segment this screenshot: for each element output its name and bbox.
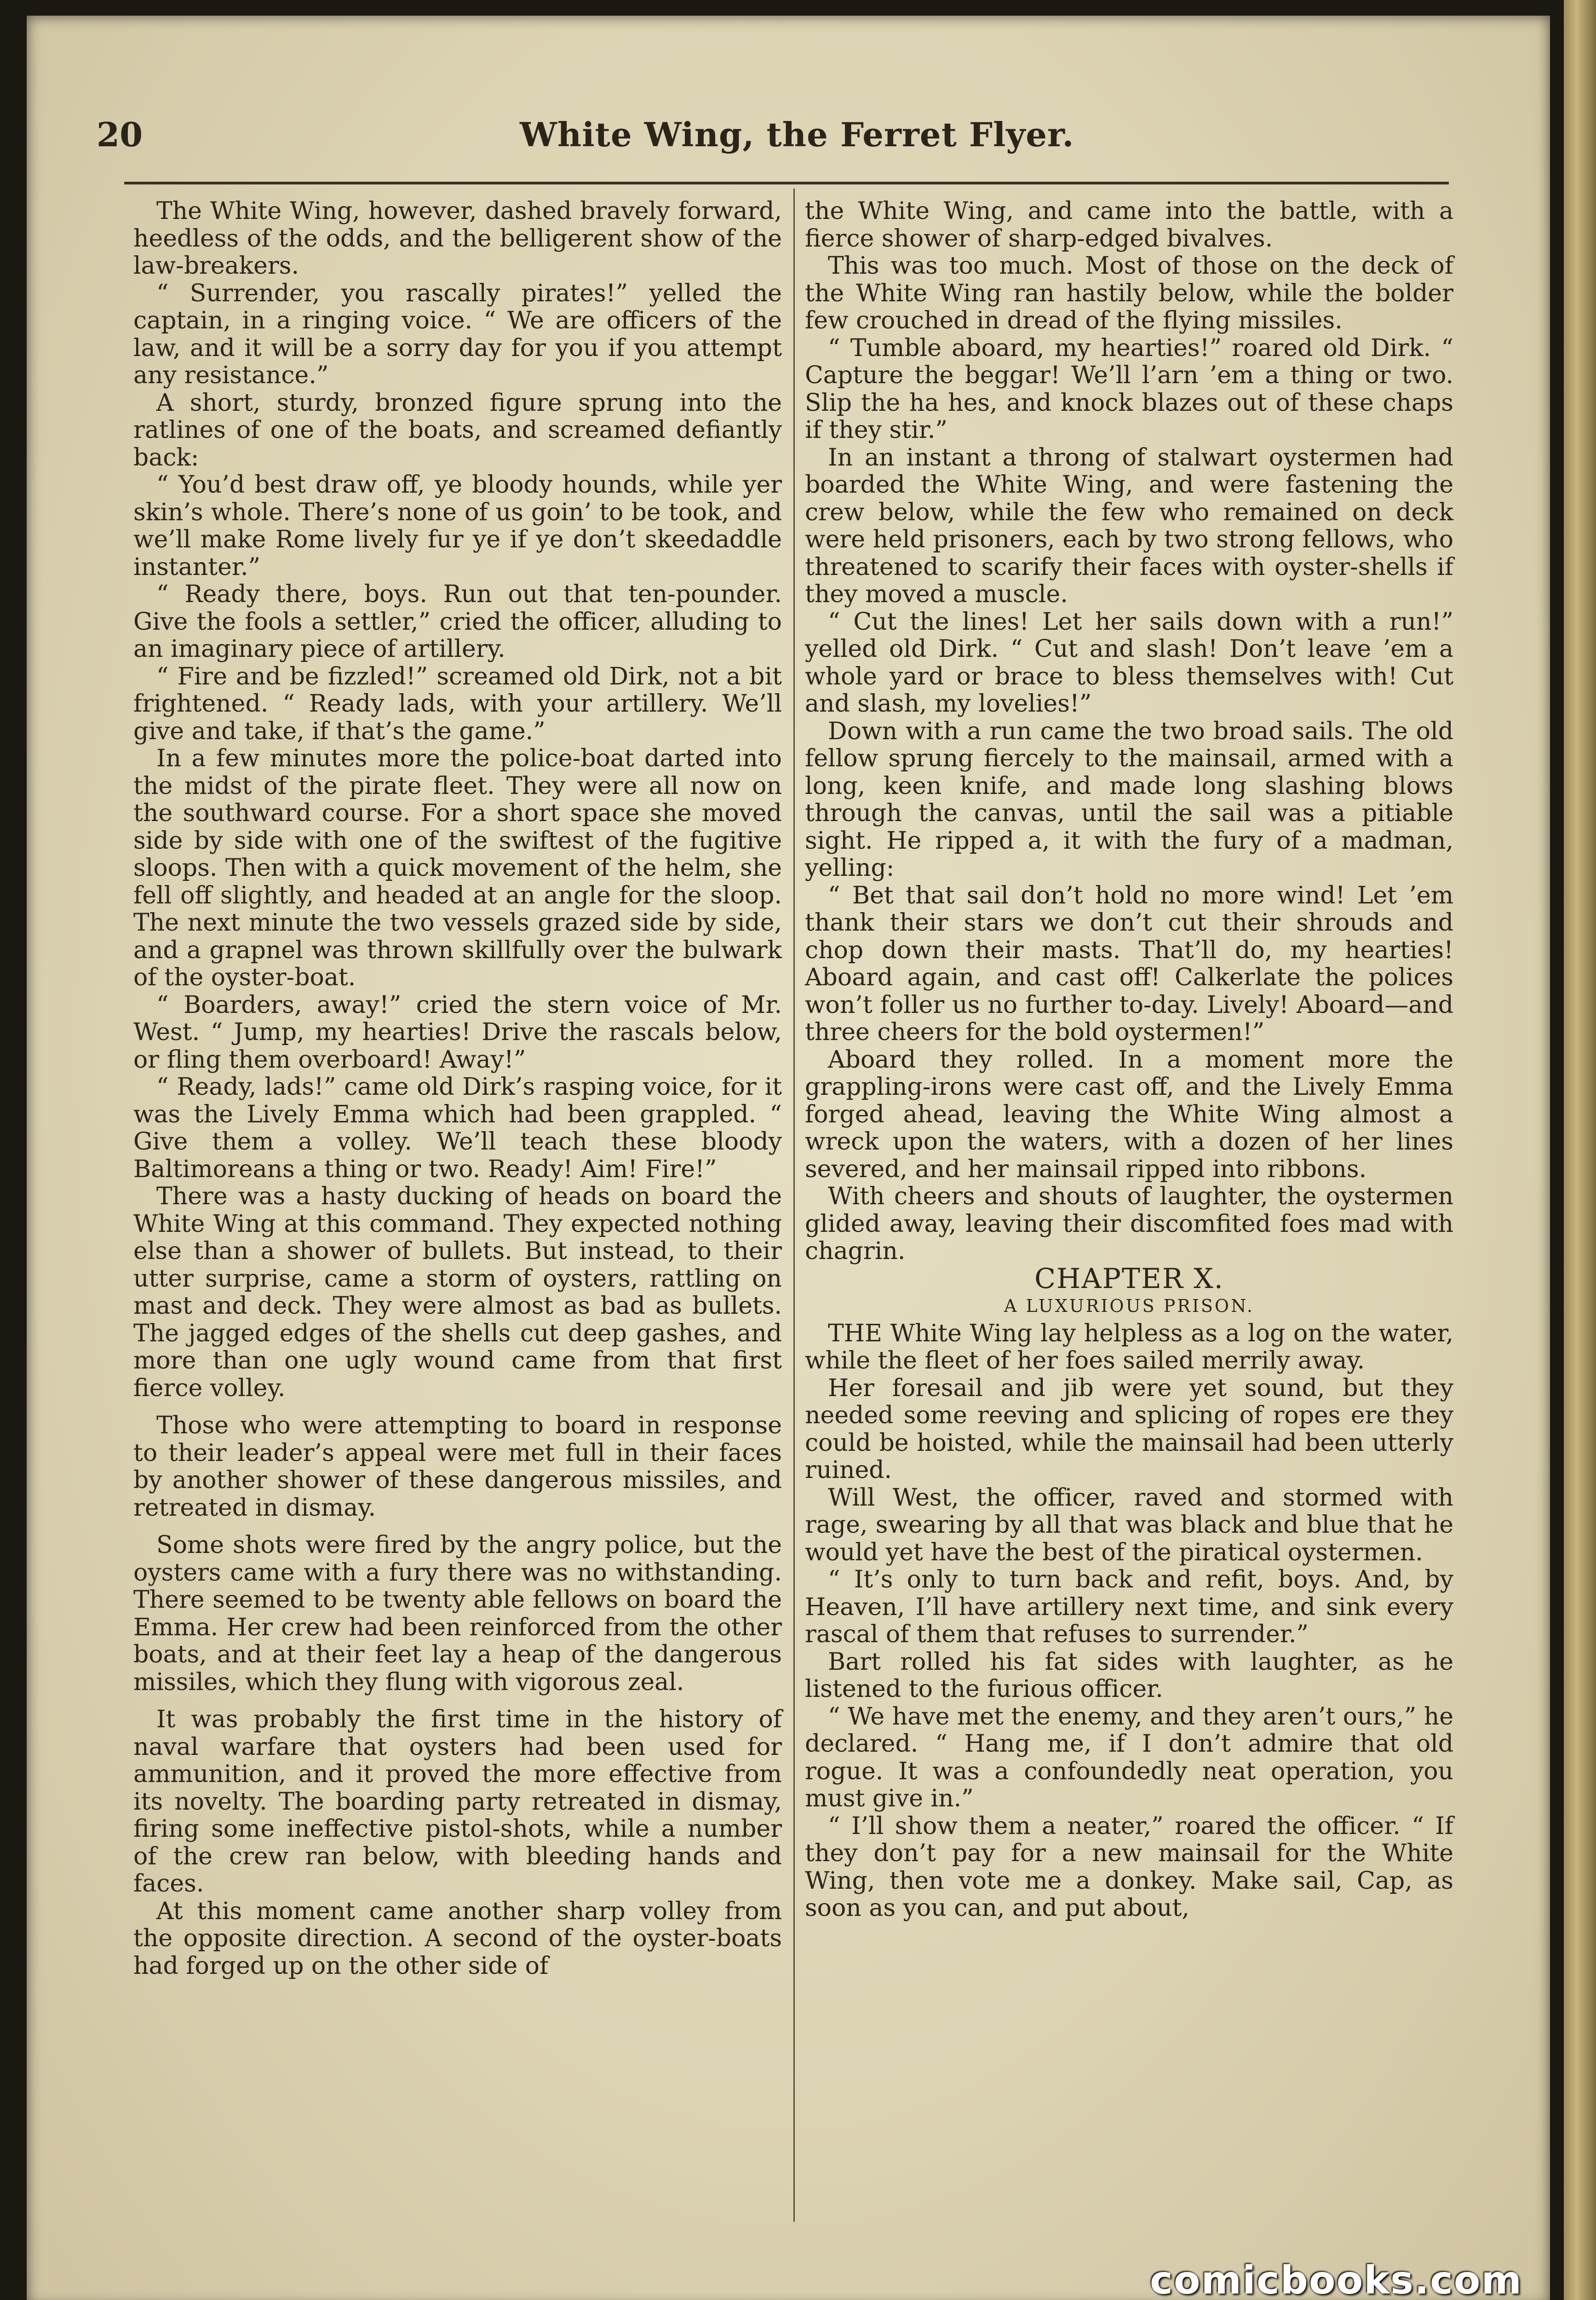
paragraph: Those who were attempting to board in response to their leader’s appeal were met full in their faces by another shower of these dangerous missiles, and retreated in dismay. (133, 1412, 782, 1522)
paragraph: Down with a run came the two broad sails. The old fellow sprung fiercely to the mainsail, armed with a long, keen knife, and made long slashing blows through the canvas, until the sail was a pitiable sight. He ripped a, it with the fury of a madman, yelling: (805, 717, 1453, 882)
paragraph: A short, sturdy, bronzed figure sprung into the ratlines of one of the boats, and screamed defiantly back: (133, 389, 782, 472)
chapter-heading: CHAPTER X. (1034, 1262, 1224, 1295)
left-column (133, 198, 782, 1980)
paragraph: “ It’s only to turn back and refit, boys. And, by Heaven, I’ll have artillery next time, and sink every rascal of them that refuses to surrender.” (805, 1566, 1453, 1648)
paragraph: With cheers and shouts of laughter, the oystermen glided away, leaving their discomfited foes mad with chagrin. (805, 1183, 1453, 1265)
paragraph: Bart rolled his fat sides with laughter, as he listened to the furious officer. (805, 1648, 1453, 1703)
paragraph: “ We have met the enemy, and they aren’t ours,” he declared. “ Hang me, if I don’t admire that old rogue. It was a confoundedly neat operation, you must give in.” (805, 1702, 1453, 1812)
site-watermark: comicbooks.com (1150, 2258, 1522, 2300)
paragraph: THE White Wing lay helpless as a log on the water, while the fleet of her foes sailed merrily away. (805, 1319, 1453, 1374)
paragraph: The White Wing, however, dashed bravely forward, heedless of the odds, and the belligerent show of the law-breakers. (133, 197, 782, 280)
paragraph: “ Boarders, away!” cried the stern voice of Mr. West. “ Jump, my hearties! Drive the rascals below, or fling them overboard! Away!” (133, 991, 782, 1074)
paragraph: “ I’ll show them a neater,” roared the officer. “ If they don’t pay for a new mainsail for the White Wing, then vote me a donkey. Make sail, Cap, as soon as you can, and put about, (805, 1812, 1453, 1922)
page-spine (1564, 0, 1596, 2300)
paragraph: “ Ready there, boys. Run out that ten-pounder. Give the fools a settler,” cried the officer, alluding to an imaginary piece of artillery. (133, 581, 782, 663)
paragraph: It was probably the first time in the history of naval warfare that oysters had been used for ammunition, and it proved the more effective from its novelty. The boarding party retreated in dismay, firing some ineffective pistol-shots, while a number of the crew ran below, with bleeding hands and faces. (133, 1706, 782, 1898)
paragraph: At this moment came another sharp volley from the opposite direction. A second of the oyster-boats had forged up on the other side of (133, 1897, 782, 1980)
paragraph: “ You’d best draw off, ye bloody hounds, while yer skin’s whole. There’s none of us goin’ to be took, and we’ll make Rome lively fur ye if ye don’t skeedaddle instanter.” (133, 471, 782, 581)
paragraph: In an instant a throng of stalwart oystermen had boarded the White Wing, and were fastening the crew below, while the few who remained on deck were held prisoners, each by two strong fellows, who threatened to scarify their faces with oyster-shells if they moved a muscle. (805, 443, 1453, 608)
right-column (805, 198, 1453, 1922)
page-header (97, 115, 1449, 179)
paragraph: There was a hasty ducking of heads on board the White Wing at this command. They expected nothing else than a shower of bullets. But instead, to their utter surprise, came a storm of oysters, rattling on mast and deck. They were almost as bad as bullets. The jagged edges of the shells cut deep gashes, and more than one ugly wound came from that first fierce volley. (133, 1183, 782, 1402)
paragraph: Will West, the officer, raved and stormed with rage, swearing by all that was black and blue that he would yet have the best of the piratical oystermen. (805, 1484, 1453, 1566)
paragraph: the White Wing, and came into the battle, with a fierce shower of sharp-edged bivalves. (805, 197, 1453, 253)
header-rule (124, 182, 1449, 184)
paragraph: “ Bet that sail don’t hold no more wind! Let ’em thank their stars we don’t cut their shrouds and chop down their masts. That’ll do, my hearties! Aboard again, and cast off! Calkerlate the polices won’t foller us no further to-day. Lively! Aboard—and three cheers for the bold oystermen!” (805, 881, 1453, 1046)
paragraph: “ Surrender, you rascally pirates!” yelled the captain, in a ringing voice. “ We are officers of the law, and it will be a sorry day for you if you attempt any resistance.” (133, 279, 782, 389)
paragraph: “ Tumble aboard, my hearties!” roared old Dirk. “ Capture the beggar! We’ll l’arn ’em a thing or two. Slip the ha hes, and knock blazes out of these chaps if they stir.” (805, 334, 1453, 444)
paragraph: This was too much. Most of those on the deck of the White Wing ran hastily below, while the bolder few crouched in dread of the flying missiles. (805, 252, 1453, 334)
paragraph: In a few minutes more the police-boat darted into the midst of the pirate fleet. They were all now on the southward course. For a short space she moved side by side with one of the swiftest of the fugitive sloops. Then with a quick movement of the helm, she fell off slightly, and headed at an angle for the sloop. The next minute the two vessels grazed side by side, and a grapnel was thrown skillfully over the bulwark of the oyster-boat. (133, 745, 782, 991)
column-divider (793, 189, 795, 2222)
page-number: 20 (97, 115, 143, 154)
paragraph: Her foresail and jib were yet sound, but they needed some reeving and splicing of ropes ere they could be hoisted, while the mainsail had been utterly ruined. (805, 1374, 1453, 1484)
paragraph: Aboard they rolled. In a moment more the grappling-irons were cast off, and the Lively Emma forged ahead, leaving the White Wing almost a wreck upon the waters, with a dozen of her lines severed, and her mainsail ripped into ribbons. (805, 1046, 1453, 1183)
paragraph: “ Cut the lines! Let her sails down with a run!” yelled old Dirk. “ Cut and slash! Don’t leave ’em a whole yard or brace to bless themselves with! Cut and slash, my lovelies!” (805, 608, 1453, 718)
chapter-subtitle: A LUXURIOUS PRISON. (1004, 1296, 1254, 1316)
paragraph: “ Fire and be fizzled!” screamed old Dirk, not a bit frightened. “ Ready lads, with your artillery. We’ll give and take, if that’s the game.” (133, 662, 782, 745)
paragraph: Some shots were fired by the angry police, but the oysters came with a fury there was no withstanding. There seemed to be twenty able fellows on board the Emma. Her crew had been reinforced from the other boats, and at their feet lay a heap of the dangerous missiles, which they flung with vigorous zeal. (133, 1531, 782, 1696)
paragraph: “ Ready, lads!” came old Dirk’s rasping voice, for it was the Lively Emma which had been grappled. “ Give them a volley. We’ll teach these bloody Baltimoreans a thing or two. Ready! Aim! Fire!” (133, 1073, 782, 1183)
running-title: White Wing, the Ferret Flyer. (520, 115, 1074, 154)
